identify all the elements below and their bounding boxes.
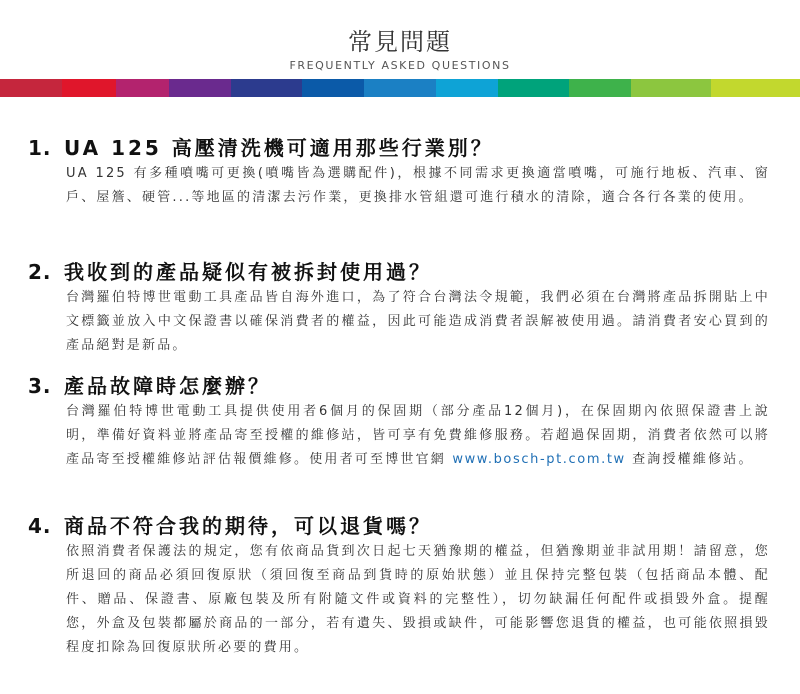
faq-question-row xyxy=(28,132,788,162)
faq-item-2 xyxy=(28,256,788,358)
faq-question-row xyxy=(28,256,788,286)
faq-number: 3. xyxy=(28,374,52,398)
faq-item-3 xyxy=(28,370,788,472)
faq-question: 我收到的產品疑似有被拆封使用過？ xyxy=(64,260,432,284)
page-subtitle: FREQUENTLY ASKED QUESTIONS xyxy=(289,59,511,72)
color-band xyxy=(0,79,800,97)
color-band-segment xyxy=(0,79,62,97)
page-title: 常見問題 xyxy=(348,28,452,56)
color-band-segment xyxy=(302,79,364,97)
color-band-segment xyxy=(711,79,800,97)
page-header xyxy=(0,0,800,76)
color-band-segment xyxy=(569,79,631,97)
faq-number: 2. xyxy=(28,260,52,284)
faq-answer: UA 125 有多種噴嘴可更換(噴嘴皆為選購配件)，根據不同需求更換適當噴嘴，可施行地板、汽車、窗戶、屋簷、硬管...等地區的清潔去污作業，更換排水管組還可進行積水的清除，適合各行各業的使用。 xyxy=(66,166,770,205)
color-band-segment xyxy=(116,79,169,97)
faq-question: 產品故障時怎麼辦？ xyxy=(64,374,271,398)
faq-answer-text: 查詢授權維修站。 xyxy=(625,452,754,467)
faq-question-row xyxy=(28,370,788,400)
faq-answer-text: 台灣羅伯特博世電動工具提供使用者6個月的保固期（部分產品12個月)，在保固期內依照保證書上說明，準備好資料並將產品寄至授權的維修站，皆可享有免費維修服務。若超過保固期，消費者依然可以將產品寄至授權維修站評估報價維修。使用者可至博世官網 xyxy=(66,404,770,467)
faq-answer: 依照消費者保護法的規定，您有依商品貨到次日起七天猶豫期的權益，但猶豫期並非試用期！請留意，您所退回的商品必須回復原狀（須回復至商品到貨時的原始狀態）並且保持完整包裝（包括商品本體、配件、贈品、保證書、原廠包裝及所有附隨文件或資料的完整性），切勿缺漏任何配件或損毀外盒。提醒您，外盒及包裝都屬於商品的一部分，若有遺失、毀損或缺件，可能影響您退貨的權益，也可能依照損毀程度扣除為回復原狀所必要的費用。 xyxy=(66,544,770,655)
color-band-segment xyxy=(436,79,498,97)
faq-item-4 xyxy=(28,510,788,660)
faq-question-row xyxy=(28,510,788,540)
color-band-segment xyxy=(498,79,569,97)
color-band-segment xyxy=(62,79,115,97)
color-band-segment xyxy=(364,79,435,97)
faq-question: UA 125 高壓清洗機可適用那些行業別？ xyxy=(64,136,494,160)
faq-answer xyxy=(66,400,770,472)
faq-answer: 台灣羅伯特博世電動工具產品皆自海外進口，為了符合台灣法令規範，我們必須在台灣將產品拆開貼上中文標籤並放入中文保證書以確保消費者的權益，因此可能造成消費者誤解被使用過。請消費者安心買到的產品絕對是新品。 xyxy=(66,290,770,353)
faq-item-1 xyxy=(28,132,788,210)
color-band-segment xyxy=(169,79,231,97)
faq-number: 4. xyxy=(28,514,52,538)
faq-question: 商品不符合我的期待，可以退貨嗎？ xyxy=(64,514,432,538)
bosch-website-link[interactable]: www.bosch-pt.com.tw xyxy=(452,452,626,467)
color-band-segment xyxy=(631,79,711,97)
color-band-segment xyxy=(231,79,302,97)
faq-number: 1. xyxy=(28,136,52,160)
